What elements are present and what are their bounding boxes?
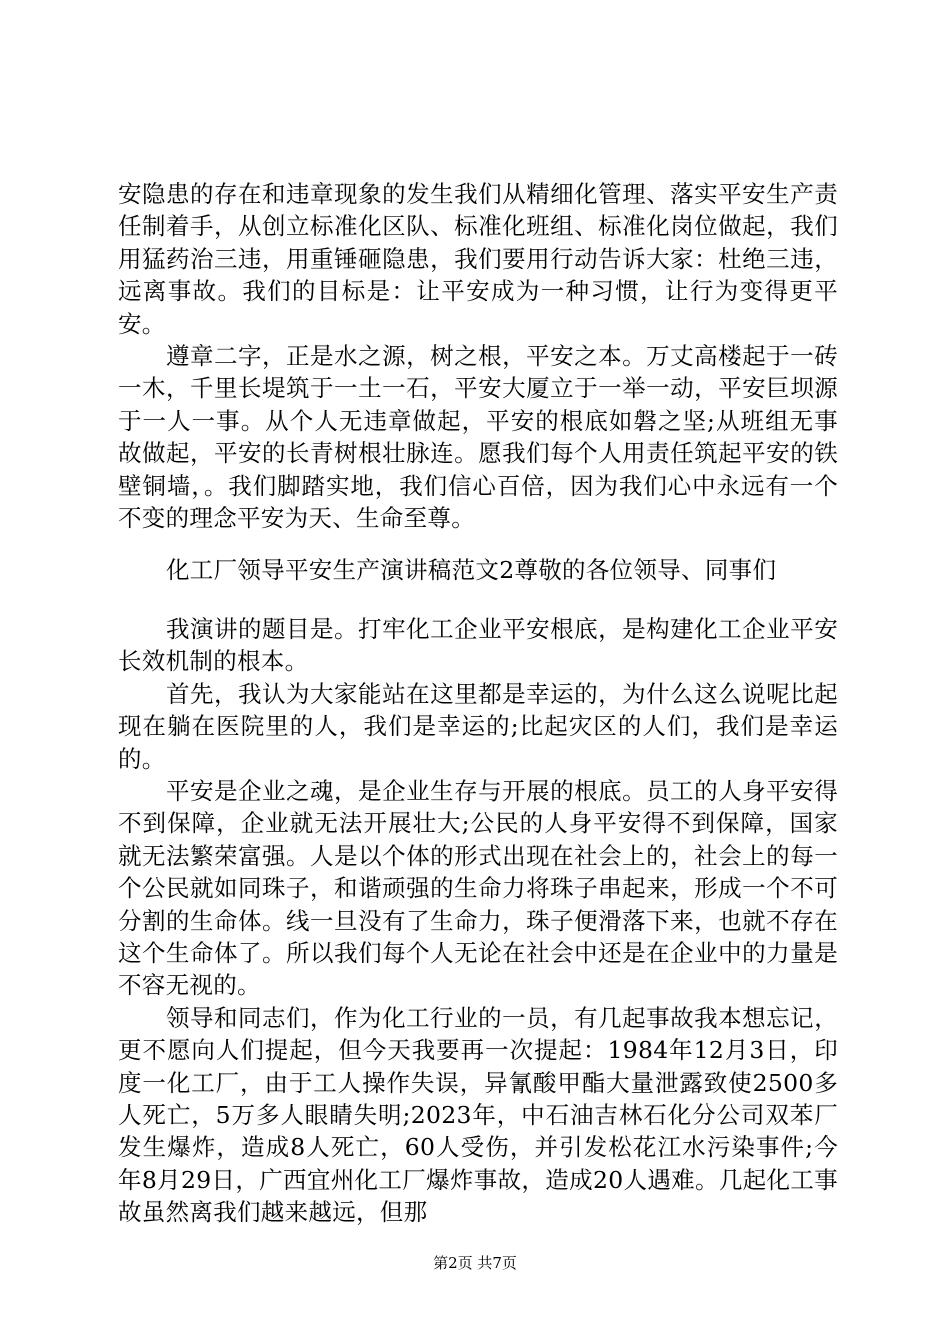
paragraph: 我演讲的题目是。打牢化工企业平安根底，是构建化工企业平安长效机制的根本。	[118, 614, 838, 676]
paragraph: 首先，我认为大家能站在这里都是幸运的，为什么这么说呢比起现在躺在医院里的人，我们是幸运的;比起灾区的人们，我们是幸运的。	[118, 679, 838, 773]
paragraph: 遵章二字，正是水之源，树之根，平安之本。万丈高楼起于一砖一木，千里长堤筑于一土一石，平安大厦立于一举一动，平安巨坝源于一人一事。从个人无违章做起，平安的根底如磐之坚;从班组无事故做起，平安的长青树根壮脉连。愿我们每个人用责任筑起平安的铁壁铜墙，。我们脚踏实地，我们信心百倍，因为我们心中永远有一个不变的理念平安为天、生命至尊。	[118, 342, 838, 533]
paragraph: 领导和同志们，作为化工行业的一员，有几起事故我本想忘记，更不愿向人们提起，但今天我要再一次提起：1984年12月3日，印度一化工厂，由于工人操作失误，异氰酸甲酯大量泄露致使2500多人死亡，5万多人眼睛失明;2023年，中石油吉林石化分公司双苯厂发生爆炸，造成8人死亡，60人受伤，并引发松花江水污染事件;今年8月29日，广西宜州化工厂爆炸事故，造成20人遇难。几起化工事故虽然离我们越来越远，但那	[118, 1003, 838, 1227]
page-number-footer: 第2页 共7页	[433, 1254, 517, 1272]
paragraph-continued: 安隐患的存在和违章现象的发生我们从精细化管理、落实平安生产责任制着手，从创立标准化区队、标准化班组、标准化岗位做起，我们用猛药治三违，用重锤砸隐患，我们要用行动告诉大家：杜绝三违，远离事故。我们的目标是：让平安成为一种习惯，让行为变得更平安。	[118, 180, 838, 338]
section-title: 化工厂领导平安生产演讲稿范文2尊敬的各位领导、同事们	[166, 556, 777, 585]
paragraph: 平安是企业之魂，是企业生存与开展的根底。员工的人身平安得不到保障，企业就无法开展壮大;公民的人身平安得不到保障，国家就无法繁荣富强。人是以个体的形式出现在社会上的，社会上的每一个公民就如同珠子，和谐顽强的生命力将珠子串起来，形成一个不可分割的生命体。线一旦没有了生命力，珠子便滑落下来，也就不存在这个生命体了。所以我们每个人无论在社会中还是在企业中的力量是不容无视的。	[118, 776, 838, 1000]
document-body	[118, 178, 838, 1229]
